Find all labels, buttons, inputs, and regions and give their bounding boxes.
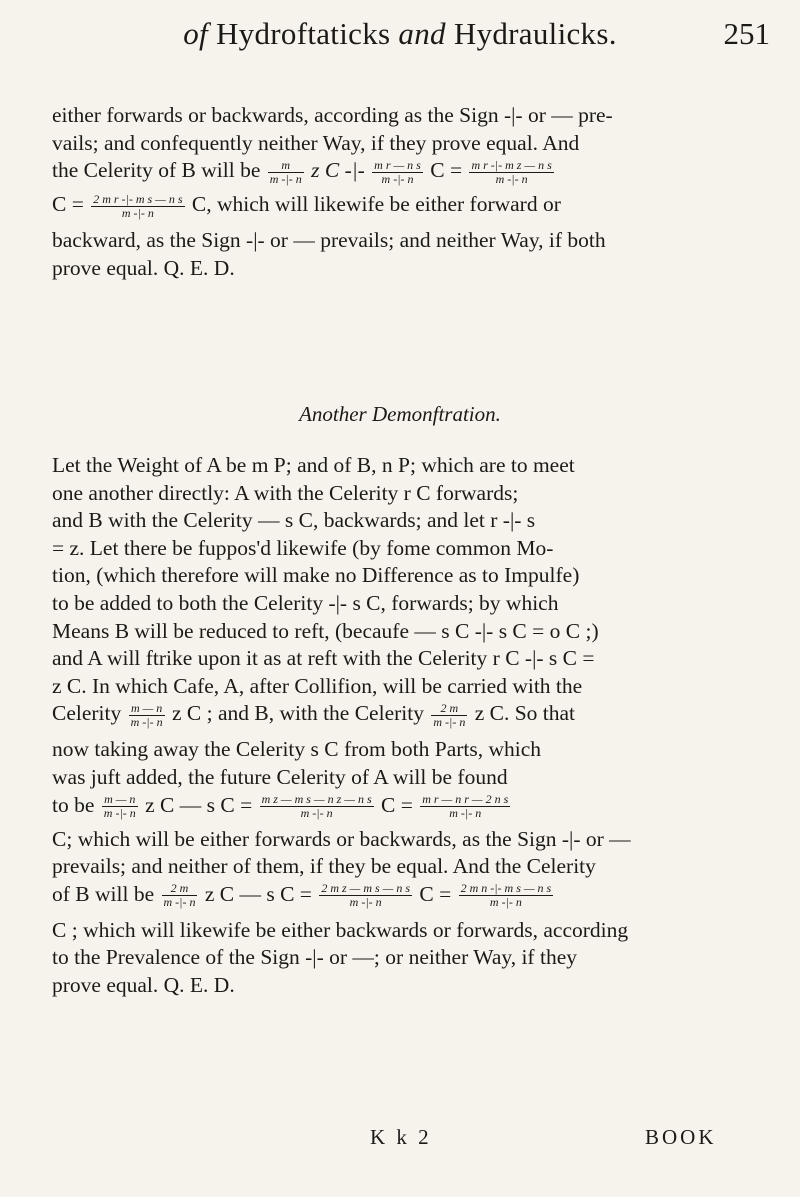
text-fragment: C = — [430, 158, 463, 183]
fraction: $\frac{m}{m -|- n}$ — [269, 157, 302, 186]
text-fragment: z C -|- — [311, 158, 365, 183]
catchword: BOOK — [645, 1125, 717, 1149]
formula-line — [52, 191, 752, 227]
text-line: to the Prevalence of the Sign -|- or —; or neither Way, if they — [52, 945, 577, 970]
text-line: C ; which will likewife be either backwards or forwards, according — [52, 917, 629, 942]
text-fragment: Celerity — [52, 701, 122, 726]
text-fragment: z C. So that — [474, 701, 576, 726]
header-prefix: of — [183, 16, 208, 51]
text-line: Means B will be reduced to reft, (becaufe — s C -|- s C = o C ;) — [52, 618, 599, 643]
formula-line — [52, 157, 752, 191]
formula-line — [52, 700, 752, 736]
text-line: vails; and confequently neither Way, if they prove equal. And — [52, 130, 580, 155]
fraction: $\frac{\text{m r — n r — 2 n s}}{m -|- n}$ — [422, 792, 509, 821]
text-fragment: z C ; and B, with the Celerity — [171, 701, 424, 726]
signature-mark: K k 2 — [370, 1125, 432, 1149]
text-line: either forwards or backwards, according as the Sign -|- or — pre- — [52, 103, 613, 127]
text-fragment: to be — [52, 792, 95, 817]
text-line: = z. Let there be fuppos'd likewife (by fome common Mo- — [52, 535, 554, 560]
text-fragment: z C — s C = — [145, 792, 253, 817]
fraction: $\frac{\text{m z — m s — n z — n s}}{m -|- n}$ — [261, 792, 372, 821]
formula-line — [52, 792, 752, 826]
header-conjunction: and — [398, 16, 446, 51]
text-line: prove equal. Q. E. D. — [52, 255, 235, 280]
text-fragment: of B will be — [52, 881, 155, 906]
text-line: prevails; and neither of them, if they be equal. And the Celerity — [52, 854, 596, 879]
fraction: $\frac{\text{2 m z — m s — n s}}{m -|- n}$ — [321, 881, 410, 910]
text-fragment: z C — s C = — [204, 881, 312, 906]
fraction: $\frac{2 m}{m -|- n}$ — [433, 700, 466, 729]
formula-line — [52, 881, 752, 917]
fraction: $\frac{\text{m r — n s}}{m -|- n}$ — [374, 157, 421, 186]
fraction: $\frac{\text{m r -|- m z — n s}}{m -|- n}$ — [471, 157, 552, 186]
fraction: $\frac{\text{2 m n -|- m s — n s}}{m -|- n}$ — [460, 881, 552, 910]
paragraph-2 — [52, 452, 752, 1000]
text-line: z C. In which Cafe, A, after Collifion, will be carried with the — [52, 673, 583, 698]
text-line: was juft added, the future Celerity of A will be found — [52, 764, 508, 789]
text-line: one another directly: A with the Celerity r C forwards; — [52, 480, 519, 505]
text-line: C; which will be either forwards or backwards, as the Sign -|- or — — [52, 826, 631, 851]
text-fragment: C = — [419, 881, 452, 906]
fraction: $\frac{\text{2 m r -|- m s — n s}}{m -|- n}$ — [93, 191, 183, 220]
text-line: prove equal. Q. E. D. — [52, 972, 235, 997]
text-line: to be added to both the Celerity -|- s C, forwards; by which — [52, 590, 559, 615]
text-line: now taking away the Celerity s C from both Parts, which — [52, 737, 542, 762]
fraction: $\frac{m — n}{m -|- n}$ — [103, 792, 136, 821]
page-number: 251 — [723, 16, 770, 51]
text-line: and B with the Celerity — s C, backwards; and let r -|- s — [52, 508, 536, 533]
text-line: backward, as the Sign -|- or — prevails; and neither Way, if both — [52, 228, 606, 253]
running-header — [0, 16, 800, 52]
text-fragment: C = — [52, 192, 84, 217]
text-fragment: C = — [381, 792, 413, 817]
fraction: $\frac{2 m}{m -|- n}$ — [163, 881, 196, 910]
section-heading: Another Demonftration. — [299, 402, 501, 426]
paragraph-1 — [52, 102, 752, 282]
header-title: Hydroftaticks — [216, 16, 391, 51]
text-line: tion, (which therefore will make no Difference as to Impulfe) — [52, 563, 580, 588]
text-line: and A will ftrike upon it as at reft with the Celerity r C -|- s C = — [52, 646, 595, 671]
text-line: Let the Weight of A be m P; and of B, n P; which are to meet — [52, 453, 575, 477]
text-fragment: the Celerity of B will be — [52, 158, 261, 183]
text-fragment: C, which will likewife be either forward or — [191, 192, 561, 217]
fraction: $\frac{m — n}{m -|- n}$ — [130, 700, 163, 729]
header-title-2: Hydraulicks. — [453, 16, 617, 51]
